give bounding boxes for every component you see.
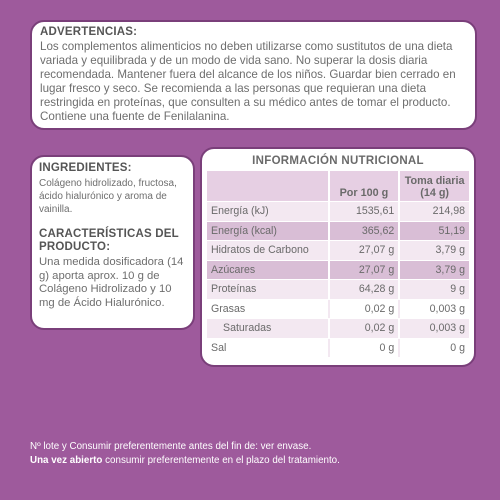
row-per100: 1535,61	[328, 202, 399, 221]
footer	[30, 440, 340, 468]
table-row	[207, 300, 469, 319]
nutrition-header-row	[207, 171, 469, 201]
row-per100: 64,28 g	[328, 280, 399, 299]
header-per100: Por 100 g	[328, 171, 399, 201]
table-row	[207, 222, 469, 241]
row-label: Energía (kJ)	[207, 202, 328, 221]
row-daily: 0,003 g	[398, 319, 469, 338]
nutrition-table	[207, 170, 469, 358]
row-label: Sal	[207, 339, 328, 358]
row-label: Energía (kcal)	[207, 222, 328, 241]
row-label: Saturadas	[207, 319, 328, 338]
row-label: Hidratos de Carbono	[207, 241, 328, 260]
row-daily: 3,79 g	[398, 241, 469, 260]
footer-line2	[30, 454, 340, 468]
row-daily: 0,003 g	[398, 300, 469, 319]
row-daily: 214,98	[398, 202, 469, 221]
row-per100: 0,02 g	[328, 300, 399, 319]
table-row	[207, 261, 469, 280]
nutrition-panel	[200, 147, 476, 367]
warnings-panel	[30, 20, 477, 130]
table-row	[207, 241, 469, 260]
footer-line1: Nº lote y Consumir preferentemente antes del fin de: ver envase.	[30, 441, 312, 452]
row-daily: 9 g	[398, 280, 469, 299]
header-daily	[398, 171, 469, 201]
row-per100: 365,62	[328, 222, 399, 241]
row-per100: 0,02 g	[328, 319, 399, 338]
header-daily-line2: (14 g)	[420, 187, 450, 199]
nutrition-title: INFORMACIÓN NUTRICIONAL	[252, 155, 424, 167]
row-daily: 3,79 g	[398, 261, 469, 280]
row-label: Grasas	[207, 300, 328, 319]
footer-line2-bold: Una vez abierto	[30, 455, 103, 466]
row-per100: 0 g	[328, 339, 399, 358]
ingredients-panel	[30, 155, 195, 330]
table-row	[207, 280, 469, 299]
warnings-text: Los complementos alimenticios no deben utilizarse como sustitutos de una dieta variada y equilibrada y de un modo de vida sano. No superar la dosis diaria recomendada. Mantener fuera del alcance de los niños. Guardar bien cerrado en lugar fresco y seco. Se recomienda a las personas que requieran una dieta restringida en proteínas, que consulten a su médico antes de tomar el producto. Contiene una fuente de Fenilalanina.	[40, 40, 456, 123]
ingredients-text: Colágeno hidrolizado, fructosa, ácido hialurónico y aroma de vainilla.	[39, 178, 177, 215]
warnings-title: ADVERTENCIAS:	[40, 26, 138, 38]
row-daily: 51,19	[398, 222, 469, 241]
table-row	[207, 202, 469, 221]
characteristics-title: CARACTERÍSTICAS DEL PRODUCTO:	[39, 228, 179, 253]
row-label: Proteínas	[207, 280, 328, 299]
header-label-cell	[207, 171, 328, 201]
row-per100: 27,07 g	[328, 261, 399, 280]
header-daily-line1: Toma diaria	[404, 175, 465, 187]
row-label: Azúcares	[207, 261, 328, 280]
table-row	[207, 319, 469, 338]
table-row	[207, 339, 469, 358]
row-daily: 0 g	[398, 339, 469, 358]
ingredients-title: INGREDIENTES:	[39, 162, 132, 174]
characteristics-text: Una medida dosificadora (14 g) aporta aprox. 10 g de Colágeno Hidrolizado y 10 mg de Ácido Hialurónico.	[39, 256, 184, 309]
row-per100: 27,07 g	[328, 241, 399, 260]
footer-line2-rest: consumir preferentemente en el plazo del tratamiento.	[102, 455, 340, 466]
